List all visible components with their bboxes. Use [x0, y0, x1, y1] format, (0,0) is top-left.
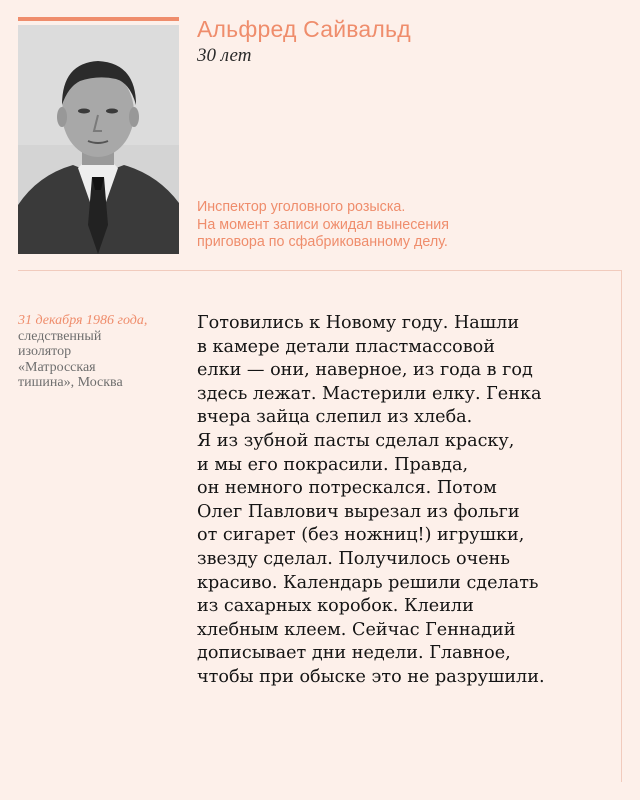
entry-line: из сахарных коробок. Клеили	[197, 596, 474, 617]
entry-place-line: тишина», Москва	[18, 375, 123, 390]
person-role	[197, 199, 527, 252]
entry-meta	[18, 313, 183, 391]
section-divider-right	[621, 270, 622, 782]
entry-line: Готовились к Новому году. Нашли	[197, 313, 520, 333]
entry-line: Олег Павлович вырезал из фольги	[197, 501, 520, 522]
photo-accent-bar	[18, 17, 179, 21]
entry-line: Я из зубной пасты сделал краску,	[197, 430, 515, 451]
person-name: Альфред Сайвальд	[197, 16, 411, 42]
entry-line: и мы его покрасили. Правда,	[197, 454, 469, 475]
entry-place-line: следственный	[18, 328, 102, 344]
entry-line: здесь лежат. Мастерили елку. Генка	[197, 383, 542, 404]
entry-line: он немного потрескался. Потом	[197, 478, 497, 499]
section-divider	[18, 270, 622, 271]
diary-entry-text	[197, 312, 612, 690]
portrait-photo	[18, 25, 179, 254]
entry-line: чтобы при обыске это не разрушили.	[197, 666, 545, 687]
entry-line: хлебным клеем. Сейчас Геннадий	[197, 619, 516, 640]
entry-line: елки — они, наверное, из года в год	[197, 360, 533, 381]
entry-line: красиво. Календарь решили сделать	[197, 572, 539, 593]
entry-place-line: «Матросская	[18, 359, 96, 375]
entry-place-line: изолятор	[18, 344, 72, 359]
entry-line: в камере детали пластмассовой	[197, 336, 495, 357]
role-line: Инспектор уголовного розыска.	[197, 199, 406, 215]
role-line: На момент записи ожидал вынесения	[197, 216, 449, 233]
entry-line: от сигарет (без ножниц!) игрушки,	[197, 525, 525, 546]
entry-line: звезду сделал. Получилось очень	[197, 548, 510, 569]
role-line: приговора по сфабрикованному делу.	[197, 234, 448, 250]
entry-date: 31 декабря 1986 года,	[18, 313, 148, 328]
entry-line: вчера зайца слепил из хлеба.	[197, 407, 473, 428]
person-age: 30 лет	[197, 45, 252, 66]
entry-line: дописывает дни недели. Главное,	[197, 643, 511, 664]
